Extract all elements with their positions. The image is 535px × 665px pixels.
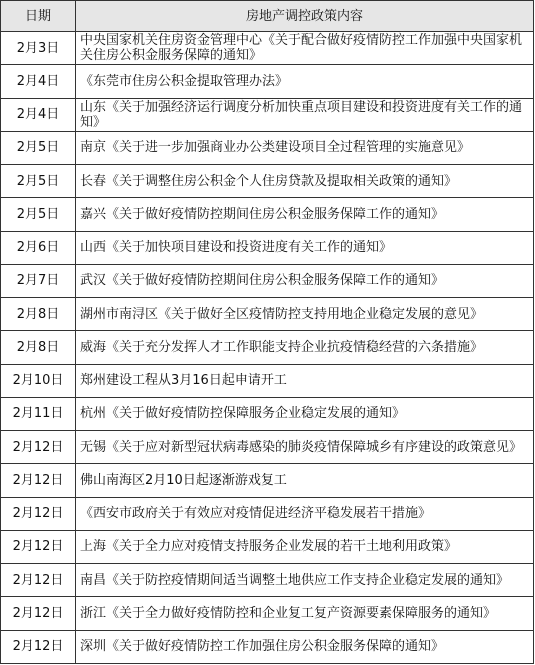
table-row — [1, 530, 534, 563]
row-content: 中央国家机关住房资金管理中心《关于配合做好疫情防控工作加强中央国家机关住房公积金服务保障的通知》 — [76, 32, 534, 65]
row-date: 2月12日 — [1, 630, 76, 664]
row-date: 2月7日 — [1, 264, 76, 297]
row-content: 威海《关于充分发挥人才工作职能支持企业抗疫情稳经营的六条措施》 — [76, 331, 534, 364]
row-date: 2月5日 — [1, 198, 76, 231]
table-row — [1, 464, 534, 497]
table-row — [1, 364, 534, 397]
header-date: 日期 — [1, 1, 76, 32]
row-content: 郑州建设工程从3月16日起申请开工 — [76, 364, 534, 397]
row-content: 浙江《关于全力做好疫情防控和企业复工复产资源要素保障服务的通知》 — [76, 597, 534, 630]
row-content: 湖州市南浔区《关于做好全区疫情防控支持用地企业稳定发展的意见》 — [76, 298, 534, 331]
row-date: 2月12日 — [1, 597, 76, 630]
row-date: 2月12日 — [1, 431, 76, 464]
table-header-row — [1, 1, 534, 32]
row-date: 2月12日 — [1, 530, 76, 563]
row-date: 2月3日 — [1, 32, 76, 65]
row-date: 2月5日 — [1, 165, 76, 198]
row-content: 武汉《关于做好疫情防控期间住房公积金服务保障工作的通知》 — [76, 264, 534, 297]
row-date: 2月12日 — [1, 497, 76, 530]
row-date: 2月8日 — [1, 298, 76, 331]
table-row — [1, 98, 534, 131]
table-row — [1, 397, 534, 430]
table-row — [1, 198, 534, 231]
row-date: 2月10日 — [1, 364, 76, 397]
row-content: 上海《关于全力应对疫情支持服务企业发展的若干土地利用政策》 — [76, 530, 534, 563]
table-row — [1, 431, 534, 464]
table-row — [1, 65, 534, 98]
row-content: 山西《关于加快项目建设和投资进度有关工作的通知》 — [76, 231, 534, 264]
row-date: 2月11日 — [1, 397, 76, 430]
table-row — [1, 331, 534, 364]
row-content: 杭州《关于做好疫情防控保障服务企业稳定发展的通知》 — [76, 397, 534, 430]
row-content: 《西安市政府关于有效应对疫情促进经济平稳发展若干措施》 — [76, 497, 534, 530]
header-content: 房地产调控政策内容 — [76, 1, 534, 32]
table-row — [1, 597, 534, 630]
table-row — [1, 264, 534, 297]
row-content: 嘉兴《关于做好疫情防控期间住房公积金服务保障工作的通知》 — [76, 198, 534, 231]
table-row — [1, 497, 534, 530]
table-row — [1, 564, 534, 597]
row-date: 2月12日 — [1, 464, 76, 497]
row-content: 深圳《关于做好疫情防控工作加强住房公积金服务保障的通知》 — [76, 630, 534, 664]
row-content: 长春《关于调整住房公积金个人住房贷款及提取相关政策的通知》 — [76, 165, 534, 198]
table-row — [1, 630, 534, 664]
row-content: 《东莞市住房公积金提取管理办法》 — [76, 65, 534, 98]
row-content: 佛山南海区2月10日起逐渐游戏复工 — [76, 464, 534, 497]
table-row — [1, 131, 534, 164]
row-content: 南京《关于进一步加强商业办公类建设项目全过程管理的实施意见》 — [76, 131, 534, 164]
row-date: 2月6日 — [1, 231, 76, 264]
row-content: 南昌《关于防控疫情期间适当调整土地供应工作支持企业稳定发展的通知》 — [76, 564, 534, 597]
table-row — [1, 32, 534, 65]
row-date: 2月12日 — [1, 564, 76, 597]
row-content: 山东《关于加强经济运行调度分析加快重点项目建设和投资进度有关工作的通知》 — [76, 98, 534, 131]
table-row — [1, 298, 534, 331]
row-date: 2月4日 — [1, 65, 76, 98]
row-date: 2月4日 — [1, 98, 76, 131]
table-row — [1, 165, 534, 198]
row-content: 无锡《关于应对新型冠状病毒感染的肺炎疫情保障城乡有序建设的政策意见》 — [76, 431, 534, 464]
table-row — [1, 231, 534, 264]
row-date: 2月8日 — [1, 331, 76, 364]
row-date: 2月5日 — [1, 131, 76, 164]
